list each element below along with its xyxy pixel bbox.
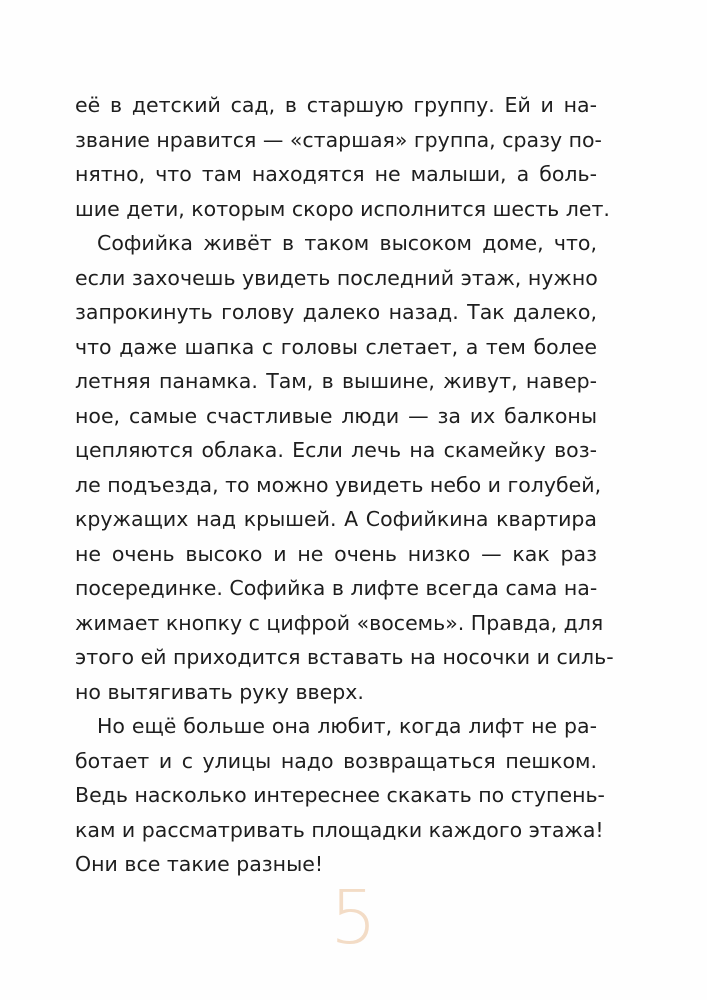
text-line: ное, самые счастливые люди — за их балконы [75,403,597,428]
text-line: Но ещё больше она любит, когда лифт не ра- [97,714,597,738]
text-line: цепляются облака. Если лечь на скамейку воз- [75,438,597,462]
text-line: Софийка живёт в таком высоком доме, что, [97,231,597,255]
text-line: но вытягивать руку вверх. [75,679,364,704]
text-line: этого ей приходится вставать на носочки и силь- [75,645,614,669]
text-line: шие дети, которым скоро исполнится шесть лет. [75,196,610,221]
paragraph-3 [75,709,605,882]
text-line: если захочешь увидеть последний этаж, нужно [75,265,598,290]
text-line: Ведь насколько интереснее скакать по ступень- [75,783,605,807]
text-line: кам и рассматривать площадки каждого этажа! [75,817,604,842]
text-line: посерединке. Софийка в лифте всегда сама на- [75,576,598,600]
page-body [75,88,614,882]
text-line: её в детский сад, в старшую группу. Ей и на- [75,93,597,117]
text-line: звание нравится — «старшая» группа, сразу по- [75,127,602,152]
text-line: жимает кнопку с цифрой «восемь». Правда, для [75,610,604,635]
paragraph-1 [75,88,610,226]
text-line: Они все такие разные! [75,852,324,876]
text-line: запрокинуть голову далеко назад. Так далеко, [75,300,597,324]
page-number: 5 [329,875,378,961]
paragraph-2 [75,226,614,709]
text-line: летняя панамка. Там, в вышине, живут, навер- [75,369,597,393]
text-line: что даже шапка с головы слетает, а тем более [75,334,597,359]
text-line: ботает и с улицы надо возвращаться пешком. [75,748,597,773]
text-line: не очень высоко и не очень низко — как раз [75,541,597,566]
text-line: ле подъезда, то можно увидеть небо и голубей, [75,472,602,497]
text-line: кружащих над крышей. А Софийкина квартира [75,507,597,531]
text-line: нятно, что там находятся не малыши, а боль- [75,162,597,186]
